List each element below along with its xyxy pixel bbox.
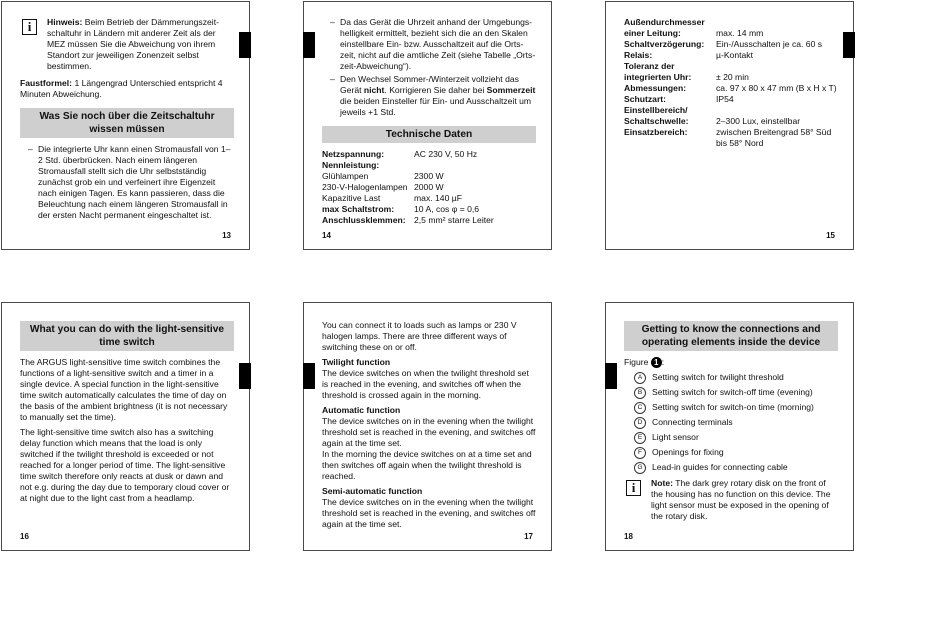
page-15	[605, 1, 854, 250]
page-number: 16	[20, 532, 29, 541]
hint-label: Hinweis:	[47, 17, 83, 27]
spec-value	[716, 17, 838, 28]
hint-text: Beim Betrieb der Dämmerungszeit-schaltuhr in Ländern mit anderer Zeit als der MEZ müssen Sie die Abweichung von ihrem Standort zur jeweiligen Zonenzeit selbst bestimmen.	[47, 17, 219, 71]
list-item: – Den Wechsel Sommer-/Winterzeit vollzieht das Gerät nicht. Korrigieren Sie daher bei Sommerzeit die beiden Einsteller für Ein- und Ausschaltzeit um jeweils +1 Std.	[322, 74, 536, 118]
spec-value: max. 14 mm	[716, 28, 764, 38]
paragraph: In the morning the device switches on at a time set and then switches off again when the twilight threshold is reached.	[322, 449, 532, 481]
page-17	[303, 302, 552, 551]
legend-item	[624, 445, 838, 460]
page-13	[1, 1, 250, 250]
spec-row	[624, 17, 838, 28]
legend-text: Setting switch for twilight threshold	[652, 372, 784, 383]
spec-label: Abmessungen:	[624, 83, 687, 93]
spec-value: zwischen Breitengrad 58° Süd bis 58° Nord	[716, 127, 832, 148]
note-label: Note:	[651, 478, 673, 489]
spec-value: ± 20 min	[716, 72, 749, 82]
spec-label: Glühlampen	[322, 171, 369, 181]
spec-row	[624, 72, 838, 83]
spec-label: Einstellbereich/	[624, 105, 688, 115]
legend-letter-badge: B	[634, 387, 646, 399]
spec-label: 230-V-Halogenlampen	[322, 182, 408, 192]
note-text: The dark grey rotary disk on the front of the housing has no function on this device. The light sensor must be exposed in the opening of the rotary disk.	[651, 478, 831, 522]
spec-table	[322, 149, 494, 226]
figure-reference: Figure 1 :	[624, 357, 665, 368]
spec-row	[322, 160, 494, 171]
paragraph: You can connect it to loads such as lamps or 230 V halogen lamps. There are three different ways of switching these on or off.	[322, 320, 517, 352]
paragraph: The device switches on in the evening when the twilight threshold set is reached in the evening, and switches off again at the time set.	[322, 416, 536, 448]
page-tab-marker	[239, 32, 251, 58]
legend-text: Setting switch for switch-off time (evening)	[652, 387, 813, 398]
spec-row	[624, 83, 838, 94]
spec-row	[322, 193, 494, 204]
spec-label: einer Leitung:	[624, 28, 681, 38]
legend-text: Light sensor	[652, 432, 699, 443]
spec-row	[322, 171, 494, 182]
page-16	[1, 302, 250, 551]
legend-item	[624, 460, 838, 475]
legend-text: Connecting terminals	[652, 417, 733, 428]
spec-label: Schaltschwelle:	[624, 116, 689, 126]
spec-label: Kapazitive Last	[322, 193, 381, 203]
legend-letter-badge: E	[634, 432, 646, 444]
legend-text: Setting switch for switch-on time (morning)	[652, 402, 814, 413]
legend-letter-badge: F	[634, 447, 646, 459]
page-tab-marker	[303, 363, 315, 389]
spec-label: Anschlussklemmen:	[322, 215, 406, 225]
page-tab-marker	[843, 32, 855, 58]
subheading: Semi-automatic function	[322, 486, 423, 496]
spec-label: Relais:	[624, 50, 653, 60]
section-heading: Was Sie noch über die Zeitschaltuhr wissen müssen	[20, 108, 234, 138]
page-number: 15	[826, 231, 835, 240]
spec-row	[624, 50, 838, 61]
spec-value: ca. 97 x 80 x 47 mm (B x H x T)	[716, 83, 837, 93]
legend-item	[624, 430, 838, 445]
spec-value	[716, 105, 838, 116]
spec-row	[624, 61, 838, 72]
spec-label: Toleranz der	[624, 61, 675, 71]
legend-letter-badge: G	[634, 462, 646, 474]
legend-text: Lead-in guides for connecting cable	[652, 462, 788, 473]
legend-item	[624, 400, 838, 415]
spec-label: Schutzart:	[624, 94, 667, 104]
page-number: 14	[322, 231, 331, 240]
spec-value: AC 230 V, 50 Hz	[414, 149, 478, 159]
spec-row	[624, 127, 838, 149]
spec-value	[414, 160, 494, 171]
formula-label: Faustformel:	[20, 78, 73, 88]
legend-letter-badge: C	[634, 402, 646, 414]
legend-letter-badge: A	[634, 372, 646, 384]
legend-item	[624, 415, 838, 430]
spec-value: max. 140 µF	[414, 193, 462, 203]
spec-label: Netzspannung:	[322, 149, 385, 159]
page-number: 18	[624, 532, 633, 541]
spec-value: Ein-/Ausschalten je ca. 60 s	[716, 39, 823, 49]
paragraph: The device switches on when the twilight threshold set is reached in the evening, and switches off when the threshold is crossed again in the morning.	[322, 368, 529, 400]
spec-value: IP54	[716, 94, 734, 104]
section-heading: Technische Daten	[322, 126, 536, 143]
legend-letter-badge: D	[634, 417, 646, 429]
spec-value: µ-Kontakt	[716, 50, 753, 60]
subheading: Twilight function	[322, 357, 391, 367]
legend-text: Openings for fixing	[652, 447, 724, 458]
spec-row	[624, 94, 838, 105]
page-tab-marker	[239, 363, 251, 389]
section-heading: Getting to know the connections and operating elements inside the device	[624, 321, 838, 351]
legend-list	[624, 370, 838, 475]
spec-value: 2,5 mm² starre Leiter	[414, 215, 494, 225]
legend-item	[624, 370, 838, 385]
spec-row	[624, 105, 838, 116]
spec-row	[322, 182, 494, 193]
subheading: Automatic function	[322, 405, 401, 415]
spec-row	[322, 149, 494, 160]
spec-row	[322, 215, 494, 226]
list-item: – Die integrierte Uhr kann einen Stromausfall von 1–2 Std. überbrücken. Nach einem längeren Stromausfall stellt sich die Uhr selbstständig zunächst grob ein und verfeinert ihre Eigenzeit nach einigen Tagen. Es kann passieren, dass die Beleuchtung nach einem längeren Stromausfall in der ersten Nacht permanent eingeschaltet ist.	[20, 144, 234, 221]
spec-value: 2000 W	[414, 182, 444, 192]
page-18	[605, 302, 854, 551]
spec-row	[624, 28, 838, 39]
spec-row	[624, 116, 838, 127]
spec-label: Einsatzbereich:	[624, 127, 688, 137]
spec-value	[716, 61, 838, 72]
spec-label: Nennleistung:	[322, 160, 380, 170]
page-tab-marker	[605, 363, 617, 389]
legend-item	[624, 385, 838, 400]
formula-text: 1 Längengrad Unterschied entspricht 4 Minuten Abweichung.	[20, 78, 223, 99]
paragraph: The device switches on in the evening when the twilight threshold set is reached in the evening, and switches off again at the time set.	[322, 497, 536, 529]
spec-value: 10 A, cos φ = 0,6	[414, 204, 480, 214]
paragraph: The light-sensitive time switch also has a switching delay function which means that the load is only switched if the twilight threshold is exceeded or not reached for a longer period of time. The light-sensitive time switch therefore only reacts at dusk or dawn and not e.g. during the day due to temporary cloud cover or at night due to the light cast from a headlamp.	[20, 427, 230, 503]
page-number: 13	[222, 231, 231, 240]
spec-label: integrierten Uhr:	[624, 72, 692, 82]
info-icon: i	[22, 19, 37, 35]
spec-table	[624, 17, 838, 149]
page-14	[303, 1, 552, 250]
paragraph: The ARGUS light-sensitive time switch combines the functions of a light-sensitive switch and a timer in a single device. A special function in the light-sensitive time switch automatically calculates the time of day on the basis of the ambient brightness (it is not necessary to manually set the time).	[20, 357, 228, 422]
spec-label: Außendurchmesser	[624, 17, 705, 27]
section-heading: What you can do with the light-sensitive time switch	[20, 321, 234, 351]
figure-number-badge: 1	[651, 357, 662, 368]
spec-label: max Schaltstrom:	[322, 204, 395, 214]
spec-row	[624, 39, 838, 50]
spec-value: 2300 W	[414, 171, 444, 181]
page-tab-marker	[303, 32, 315, 58]
spec-row	[322, 204, 494, 215]
list-item: – Da das Gerät die Uhrzeit anhand der Umgebungs-helligkeit ermittelt, bezieht sich die an den Skalen einstellbare Ein- bzw. Ausschaltzeit auf die Orts-zeit, nicht auf die amtliche Zeit (siehe Tabelle „Orts-zeit-Abweichung“).	[322, 17, 536, 72]
spec-value: 2–300 Lux, einstellbar	[716, 116, 801, 126]
spec-label: Schaltverzögerung:	[624, 39, 705, 49]
info-icon: i	[626, 480, 641, 496]
page-number: 17	[524, 532, 533, 541]
